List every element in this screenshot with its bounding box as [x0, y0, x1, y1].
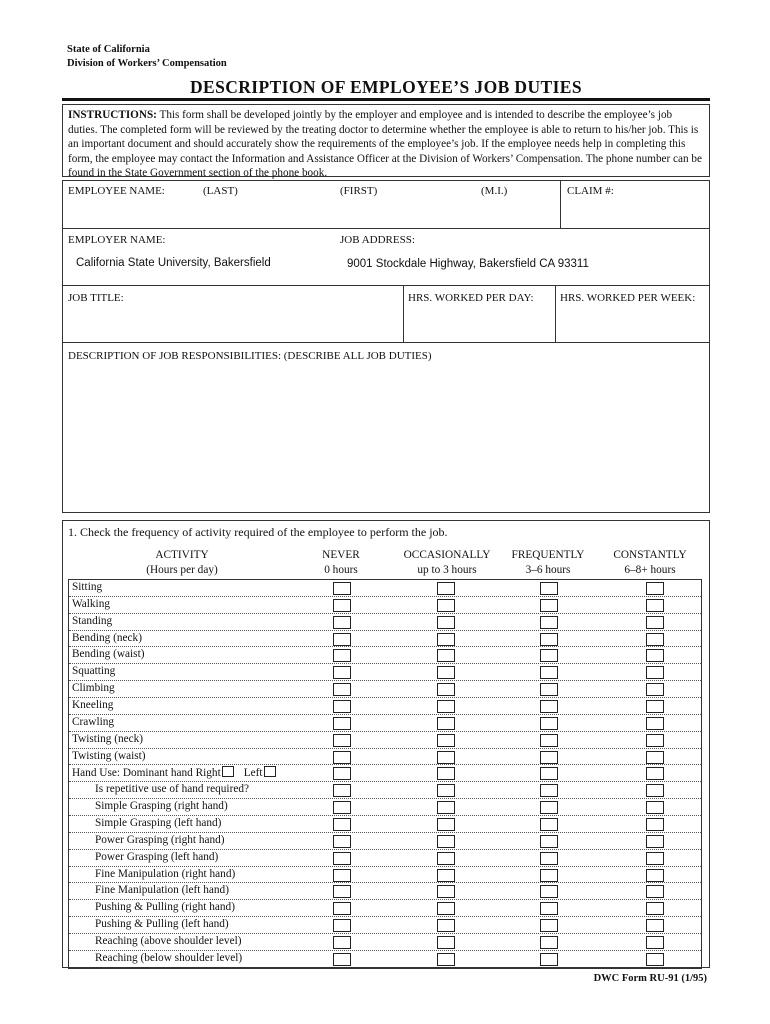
occasionally-checkbox[interactable]: [437, 869, 455, 882]
never-checkbox[interactable]: [333, 801, 351, 814]
activity-label: [72, 581, 102, 593]
employer-name-field[interactable]: California State University, Bakersfield: [76, 257, 271, 269]
employee-name-label: EMPLOYEE NAME:: [68, 185, 165, 197]
col-constantly-sub: 6–8+ hours: [624, 563, 676, 576]
row-divider: [62, 228, 710, 229]
activity-row: [69, 917, 701, 934]
activity-label-text: Standing: [72, 614, 113, 627]
activity-label: [72, 733, 143, 745]
constantly-checkbox[interactable]: [646, 751, 664, 764]
frequently-checkbox[interactable]: [540, 902, 558, 915]
activity-label-text: Fine Manipulation (right hand): [95, 867, 236, 880]
occasionally-checkbox[interactable]: [437, 717, 455, 730]
frequently-checkbox[interactable]: [540, 734, 558, 747]
activity-label-text: Simple Grasping (right hand): [95, 800, 228, 813]
occasionally-checkbox[interactable]: [437, 582, 455, 595]
activity-question: 1. Check the frequency of activity required of the employee to perform the job.: [68, 525, 448, 539]
activity-label: [95, 868, 235, 880]
activity-label-text: Hand Use: Dominant hand Right: [72, 767, 221, 780]
activity-row: [69, 765, 701, 782]
constantly-checkbox[interactable]: [646, 666, 664, 679]
instructions-text: This form shall be developed jointly by the employer and employee and is intended to describe the employee’s job duties. The completed form will be reviewed by the treating doctor to determine whether the employee is able to return to his/her job. This is an important document and should accurately show the requirements of the employee’s job. If the employee needs help in completing this form, the employee may contact the Information and Assistance Officer at the Division of Workers’ Compensation. The phone number can be found in the State Government section of the phone book.: [68, 109, 702, 180]
constantly-checkbox[interactable]: [646, 818, 664, 831]
occasionally-checkbox[interactable]: [437, 919, 455, 932]
activity-label-text: Reaching (above shoulder level): [95, 935, 242, 948]
activity-row: [69, 681, 701, 698]
never-checkbox[interactable]: [333, 700, 351, 713]
dominant-right-checkbox[interactable]: [222, 766, 234, 777]
activity-label-text: Bending (neck): [72, 631, 142, 644]
activity-label: [72, 632, 142, 644]
never-checkbox[interactable]: [333, 784, 351, 797]
activity-label: [95, 884, 229, 896]
occasionally-checkbox[interactable]: [437, 835, 455, 848]
col-occasionally-header: [397, 548, 497, 577]
never-checkbox[interactable]: [333, 767, 351, 780]
claim-label: CLAIM #:: [567, 185, 614, 197]
hrs-day-divider: [403, 285, 404, 342]
never-checkbox[interactable]: [333, 936, 351, 949]
never-checkbox[interactable]: [333, 751, 351, 764]
never-checkbox[interactable]: [333, 717, 351, 730]
activity-row: [69, 833, 701, 850]
hrs-per-day-label: HRS. WORKED PER DAY:: [408, 292, 534, 304]
occasionally-checkbox[interactable]: [437, 852, 455, 865]
activity-label-text: Power Grasping (left hand): [95, 850, 219, 863]
col-never-sub: 0 hours: [324, 563, 358, 576]
activity-row: [69, 580, 701, 597]
frequently-checkbox[interactable]: [540, 784, 558, 797]
activity-label-text: Reaching (below shoulder level): [95, 951, 243, 964]
activity-label: [72, 598, 110, 610]
constantly-checkbox[interactable]: [646, 683, 664, 696]
activity-row: [69, 799, 701, 816]
activity-label-text: Twisting (neck): [72, 732, 144, 745]
never-checkbox[interactable]: [333, 616, 351, 629]
dominant-left-label: Left: [243, 767, 263, 780]
job-description-field[interactable]: [64, 366, 708, 510]
constantly-checkbox[interactable]: [646, 633, 664, 646]
frequently-checkbox[interactable]: [540, 700, 558, 713]
constantly-checkbox[interactable]: [646, 784, 664, 797]
activity-table: [68, 579, 702, 969]
constantly-checkbox[interactable]: [646, 835, 664, 848]
frequently-checkbox[interactable]: [540, 818, 558, 831]
activity-label-text: Power Grasping (right hand): [95, 833, 225, 846]
claim-divider: [560, 180, 561, 228]
occasionally-checkbox[interactable]: [437, 649, 455, 662]
constantly-checkbox[interactable]: [646, 599, 664, 612]
activity-row: [69, 614, 701, 631]
col-activity-sub: (Hours per day): [146, 563, 218, 576]
activity-label-text: Pushing & Pulling (left hand): [95, 918, 229, 931]
activity-label-text: Walking: [72, 597, 110, 610]
frequently-checkbox[interactable]: [540, 936, 558, 949]
activity-label-text: Climbing: [72, 682, 115, 695]
occasionally-checkbox[interactable]: [437, 784, 455, 797]
activity-row: [69, 698, 701, 715]
constantly-checkbox[interactable]: [646, 767, 664, 780]
constantly-checkbox[interactable]: [646, 852, 664, 865]
never-checkbox[interactable]: [333, 818, 351, 831]
activity-label: [95, 817, 221, 829]
constantly-checkbox[interactable]: [646, 616, 664, 629]
occasionally-checkbox[interactable]: [437, 666, 455, 679]
frequently-checkbox[interactable]: [540, 633, 558, 646]
row-divider: [62, 342, 710, 343]
constantly-checkbox[interactable]: [646, 582, 664, 595]
never-checkbox[interactable]: [333, 852, 351, 865]
activity-row: [69, 732, 701, 749]
activity-label: [95, 783, 249, 795]
occasionally-checkbox[interactable]: [437, 902, 455, 915]
never-checkbox[interactable]: [333, 919, 351, 932]
frequently-checkbox[interactable]: [540, 599, 558, 612]
constantly-checkbox[interactable]: [646, 885, 664, 898]
occasionally-checkbox[interactable]: [437, 599, 455, 612]
col-frequently-title: FREQUENTLY: [511, 549, 585, 561]
constantly-checkbox[interactable]: [646, 649, 664, 662]
activity-label-text: Pushing & Pulling (right hand): [95, 901, 235, 914]
col-activity-title: ACTIVITY: [155, 549, 209, 561]
occasionally-checkbox[interactable]: [437, 885, 455, 898]
activity-row: [69, 749, 701, 766]
frequently-checkbox[interactable]: [540, 885, 558, 898]
job-address-field[interactable]: 9001 Stockdale Highway, Bakersfield CA 93311: [347, 258, 589, 270]
col-never-header: [300, 548, 382, 577]
activity-label: [72, 648, 144, 660]
activity-label-text: Kneeling: [72, 699, 114, 712]
frequently-checkbox[interactable]: [540, 616, 558, 629]
state-heading: State of California: [67, 44, 150, 55]
frequently-checkbox[interactable]: [540, 852, 558, 865]
occasionally-checkbox[interactable]: [437, 633, 455, 646]
activity-row: [69, 631, 701, 648]
never-checkbox[interactable]: [333, 649, 351, 662]
activity-row: [69, 816, 701, 833]
activity-row: [69, 900, 701, 917]
frequently-checkbox[interactable]: [540, 869, 558, 882]
frequently-checkbox[interactable]: [540, 919, 558, 932]
activity-label: [95, 851, 218, 863]
never-checkbox[interactable]: [333, 734, 351, 747]
activity-label: [72, 615, 112, 627]
never-checkbox[interactable]: [333, 582, 351, 595]
hrs-week-divider: [555, 285, 556, 342]
activity-label: [72, 766, 276, 779]
occasionally-checkbox[interactable]: [437, 734, 455, 747]
constantly-checkbox[interactable]: [646, 953, 664, 966]
never-checkbox[interactable]: [333, 633, 351, 646]
row-divider: [62, 285, 710, 286]
employee-mi-label: (M.I.): [481, 185, 508, 197]
col-never-title: NEVER: [322, 549, 360, 561]
frequently-checkbox[interactable]: [540, 649, 558, 662]
col-frequently-sub: 3–6 hours: [525, 563, 571, 576]
instructions-box: [62, 104, 710, 180]
activity-label: [72, 665, 115, 677]
activity-row: [69, 715, 701, 732]
activity-label-text: Crawling: [72, 715, 115, 728]
activity-row: [69, 647, 701, 664]
occasionally-checkbox[interactable]: [437, 801, 455, 814]
activity-label: [72, 682, 115, 694]
occasionally-checkbox[interactable]: [437, 683, 455, 696]
activity-row: [69, 934, 701, 951]
occasionally-checkbox[interactable]: [437, 616, 455, 629]
job-description-label: DESCRIPTION OF JOB RESPONSIBILITIES: (DESCRIBE ALL JOB DUTIES): [68, 350, 432, 362]
activity-label: [95, 834, 225, 846]
activity-row: [69, 951, 701, 968]
job-title-label: JOB TITLE:: [68, 292, 124, 304]
activity-row: [69, 782, 701, 799]
constantly-checkbox[interactable]: [646, 902, 664, 915]
activity-row: [69, 883, 701, 900]
occasionally-checkbox[interactable]: [437, 936, 455, 949]
form-title: DESCRIPTION OF EMPLOYEE’S JOB DUTIES: [189, 77, 582, 97]
col-occasionally-title: OCCASIONALLY: [403, 549, 491, 561]
activity-label-text: Twisting (waist): [72, 749, 146, 762]
col-activity-header: [112, 548, 252, 577]
frequently-checkbox[interactable]: [540, 751, 558, 764]
activity-label: [72, 716, 114, 728]
never-checkbox[interactable]: [333, 902, 351, 915]
activity-label: [95, 935, 242, 947]
never-checkbox[interactable]: [333, 953, 351, 966]
activity-label-text: Sitting: [72, 581, 103, 593]
activity-label: [95, 952, 242, 964]
activity-row: [69, 867, 701, 884]
frequently-checkbox[interactable]: [540, 835, 558, 848]
constantly-checkbox[interactable]: [646, 936, 664, 949]
col-occasionally-sub: up to 3 hours: [417, 563, 477, 576]
activity-row: [69, 597, 701, 614]
constantly-checkbox[interactable]: [646, 734, 664, 747]
occasionally-checkbox[interactable]: [437, 751, 455, 764]
activity-label: [72, 750, 146, 762]
activity-label-text: Is repetitive use of hand required?: [95, 783, 250, 796]
occasionally-checkbox[interactable]: [437, 767, 455, 780]
activity-label: [95, 800, 228, 812]
activity-label-text: Bending (waist): [72, 648, 145, 661]
constantly-checkbox[interactable]: [646, 919, 664, 932]
form-id: DWC Form RU-91 (1/95): [593, 973, 707, 984]
constantly-checkbox[interactable]: [646, 700, 664, 713]
activity-label-text: Fine Manipulation (left hand): [95, 884, 229, 897]
employee-last-label: (LAST): [203, 185, 238, 197]
frequently-checkbox[interactable]: [540, 666, 558, 679]
constantly-checkbox[interactable]: [646, 869, 664, 882]
activity-row: [69, 664, 701, 681]
activity-row: [69, 850, 701, 867]
frequently-checkbox[interactable]: [540, 582, 558, 595]
employer-name-label: EMPLOYER NAME:: [68, 234, 166, 246]
frequently-checkbox[interactable]: [540, 683, 558, 696]
never-checkbox[interactable]: [333, 666, 351, 679]
instructions-label: INSTRUCTIONS:: [68, 109, 157, 121]
job-address-label: JOB ADDRESS:: [340, 234, 415, 246]
constantly-checkbox[interactable]: [646, 801, 664, 814]
col-constantly-header: [604, 548, 696, 577]
never-checkbox[interactable]: [333, 835, 351, 848]
col-frequently-header: [503, 548, 593, 577]
frequently-checkbox[interactable]: [540, 717, 558, 730]
activity-label: [95, 901, 235, 913]
frequently-checkbox[interactable]: [540, 801, 558, 814]
activity-label-text: Squatting: [72, 665, 116, 678]
occasionally-checkbox[interactable]: [437, 818, 455, 831]
activity-label: [72, 699, 113, 711]
activity-label: [95, 918, 229, 930]
never-checkbox[interactable]: [333, 869, 351, 882]
frequently-checkbox[interactable]: [540, 953, 558, 966]
never-checkbox[interactable]: [333, 885, 351, 898]
dominant-left-checkbox[interactable]: [264, 766, 276, 777]
division-heading: Division of Workers’ Compensation: [67, 58, 227, 69]
col-constantly-title: CONSTANTLY: [613, 549, 687, 561]
frequently-checkbox[interactable]: [540, 767, 558, 780]
never-checkbox[interactable]: [333, 599, 351, 612]
employee-first-label: (FIRST): [340, 185, 378, 197]
constantly-checkbox[interactable]: [646, 717, 664, 730]
activity-label-text: Simple Grasping (left hand): [95, 817, 222, 830]
never-checkbox[interactable]: [333, 683, 351, 696]
occasionally-checkbox[interactable]: [437, 953, 455, 966]
hrs-per-week-label: HRS. WORKED PER WEEK:: [560, 292, 696, 304]
occasionally-checkbox[interactable]: [437, 700, 455, 713]
title-rule: [62, 98, 710, 101]
